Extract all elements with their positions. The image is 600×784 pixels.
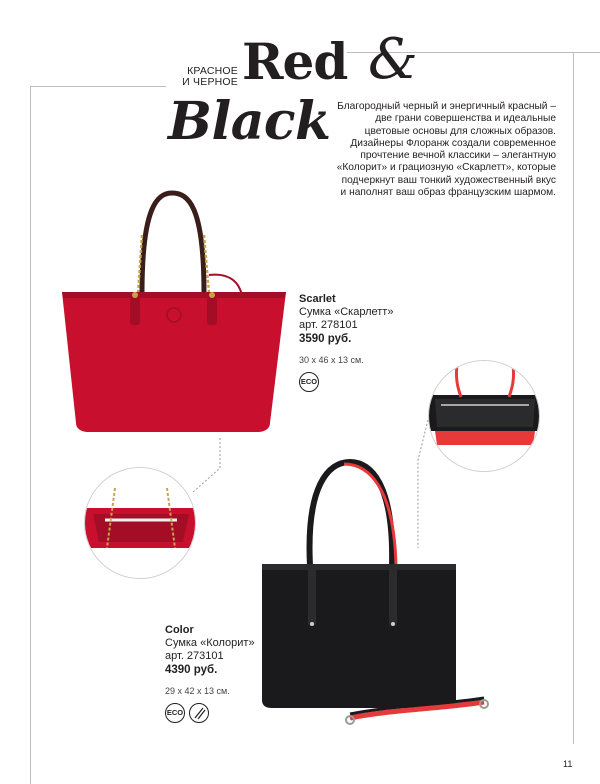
scarlet-name: Scarlet [299, 293, 336, 305]
scarlet-interior-detail [84, 467, 196, 579]
scarlet-dimensions: 30 x 46 x 13 см. [299, 355, 364, 365]
eco-badge: ECO [165, 703, 185, 723]
frame-line-top-left [30, 86, 166, 87]
title-word-red: Red [242, 32, 348, 91]
color-name-ru: Сумка «Колорит» [165, 637, 255, 649]
title-word-black: Black [168, 91, 331, 152]
color-bag-image [258, 456, 508, 746]
subtitle-line-1: КРАСНОЕ [187, 65, 238, 77]
color-badges [165, 703, 285, 723]
title-ampersand: & [368, 27, 418, 92]
color-article: арт. 273101 [165, 650, 224, 662]
color-product-info [165, 624, 285, 723]
page-subtitle [178, 66, 238, 88]
eco-badge: ECO [299, 372, 319, 392]
shoulder-strap-icon [189, 703, 209, 723]
scarlet-interior-image [85, 468, 196, 579]
scarlet-badges [299, 372, 419, 392]
scarlet-bag-image [58, 185, 290, 437]
intro-paragraph: Благородный черный и энергичный красный – две грани совершенства и идеальные цветовые основы для сложных образов. Дизайнеры Флоранж создали современное прочтение вечной классики – элегантную «Колорит» и грациозную «Скарлетт», которые подчеркнут ваш тонкий художественный вкус и наполнят ваш образ французским шармом. [336, 101, 556, 199]
scarlet-name-ru: Сумка «Скарлетт» [299, 306, 394, 318]
subtitle-line-2: И ЧЕРНОЕ [182, 76, 238, 88]
color-name: Color [165, 624, 194, 636]
frame-line-left [30, 86, 31, 784]
color-price: 4390 руб. [165, 664, 218, 676]
strap-lines-icon [190, 704, 208, 722]
page-number: 11 [563, 759, 573, 769]
frame-line-right [573, 52, 574, 744]
scarlet-product-info [299, 293, 419, 392]
color-dimensions: 29 x 42 x 13 см. [165, 686, 230, 696]
scarlet-connector-line [190, 438, 230, 498]
scarlet-price: 3590 руб. [299, 333, 352, 345]
scarlet-article: арт. 278101 [299, 319, 358, 331]
